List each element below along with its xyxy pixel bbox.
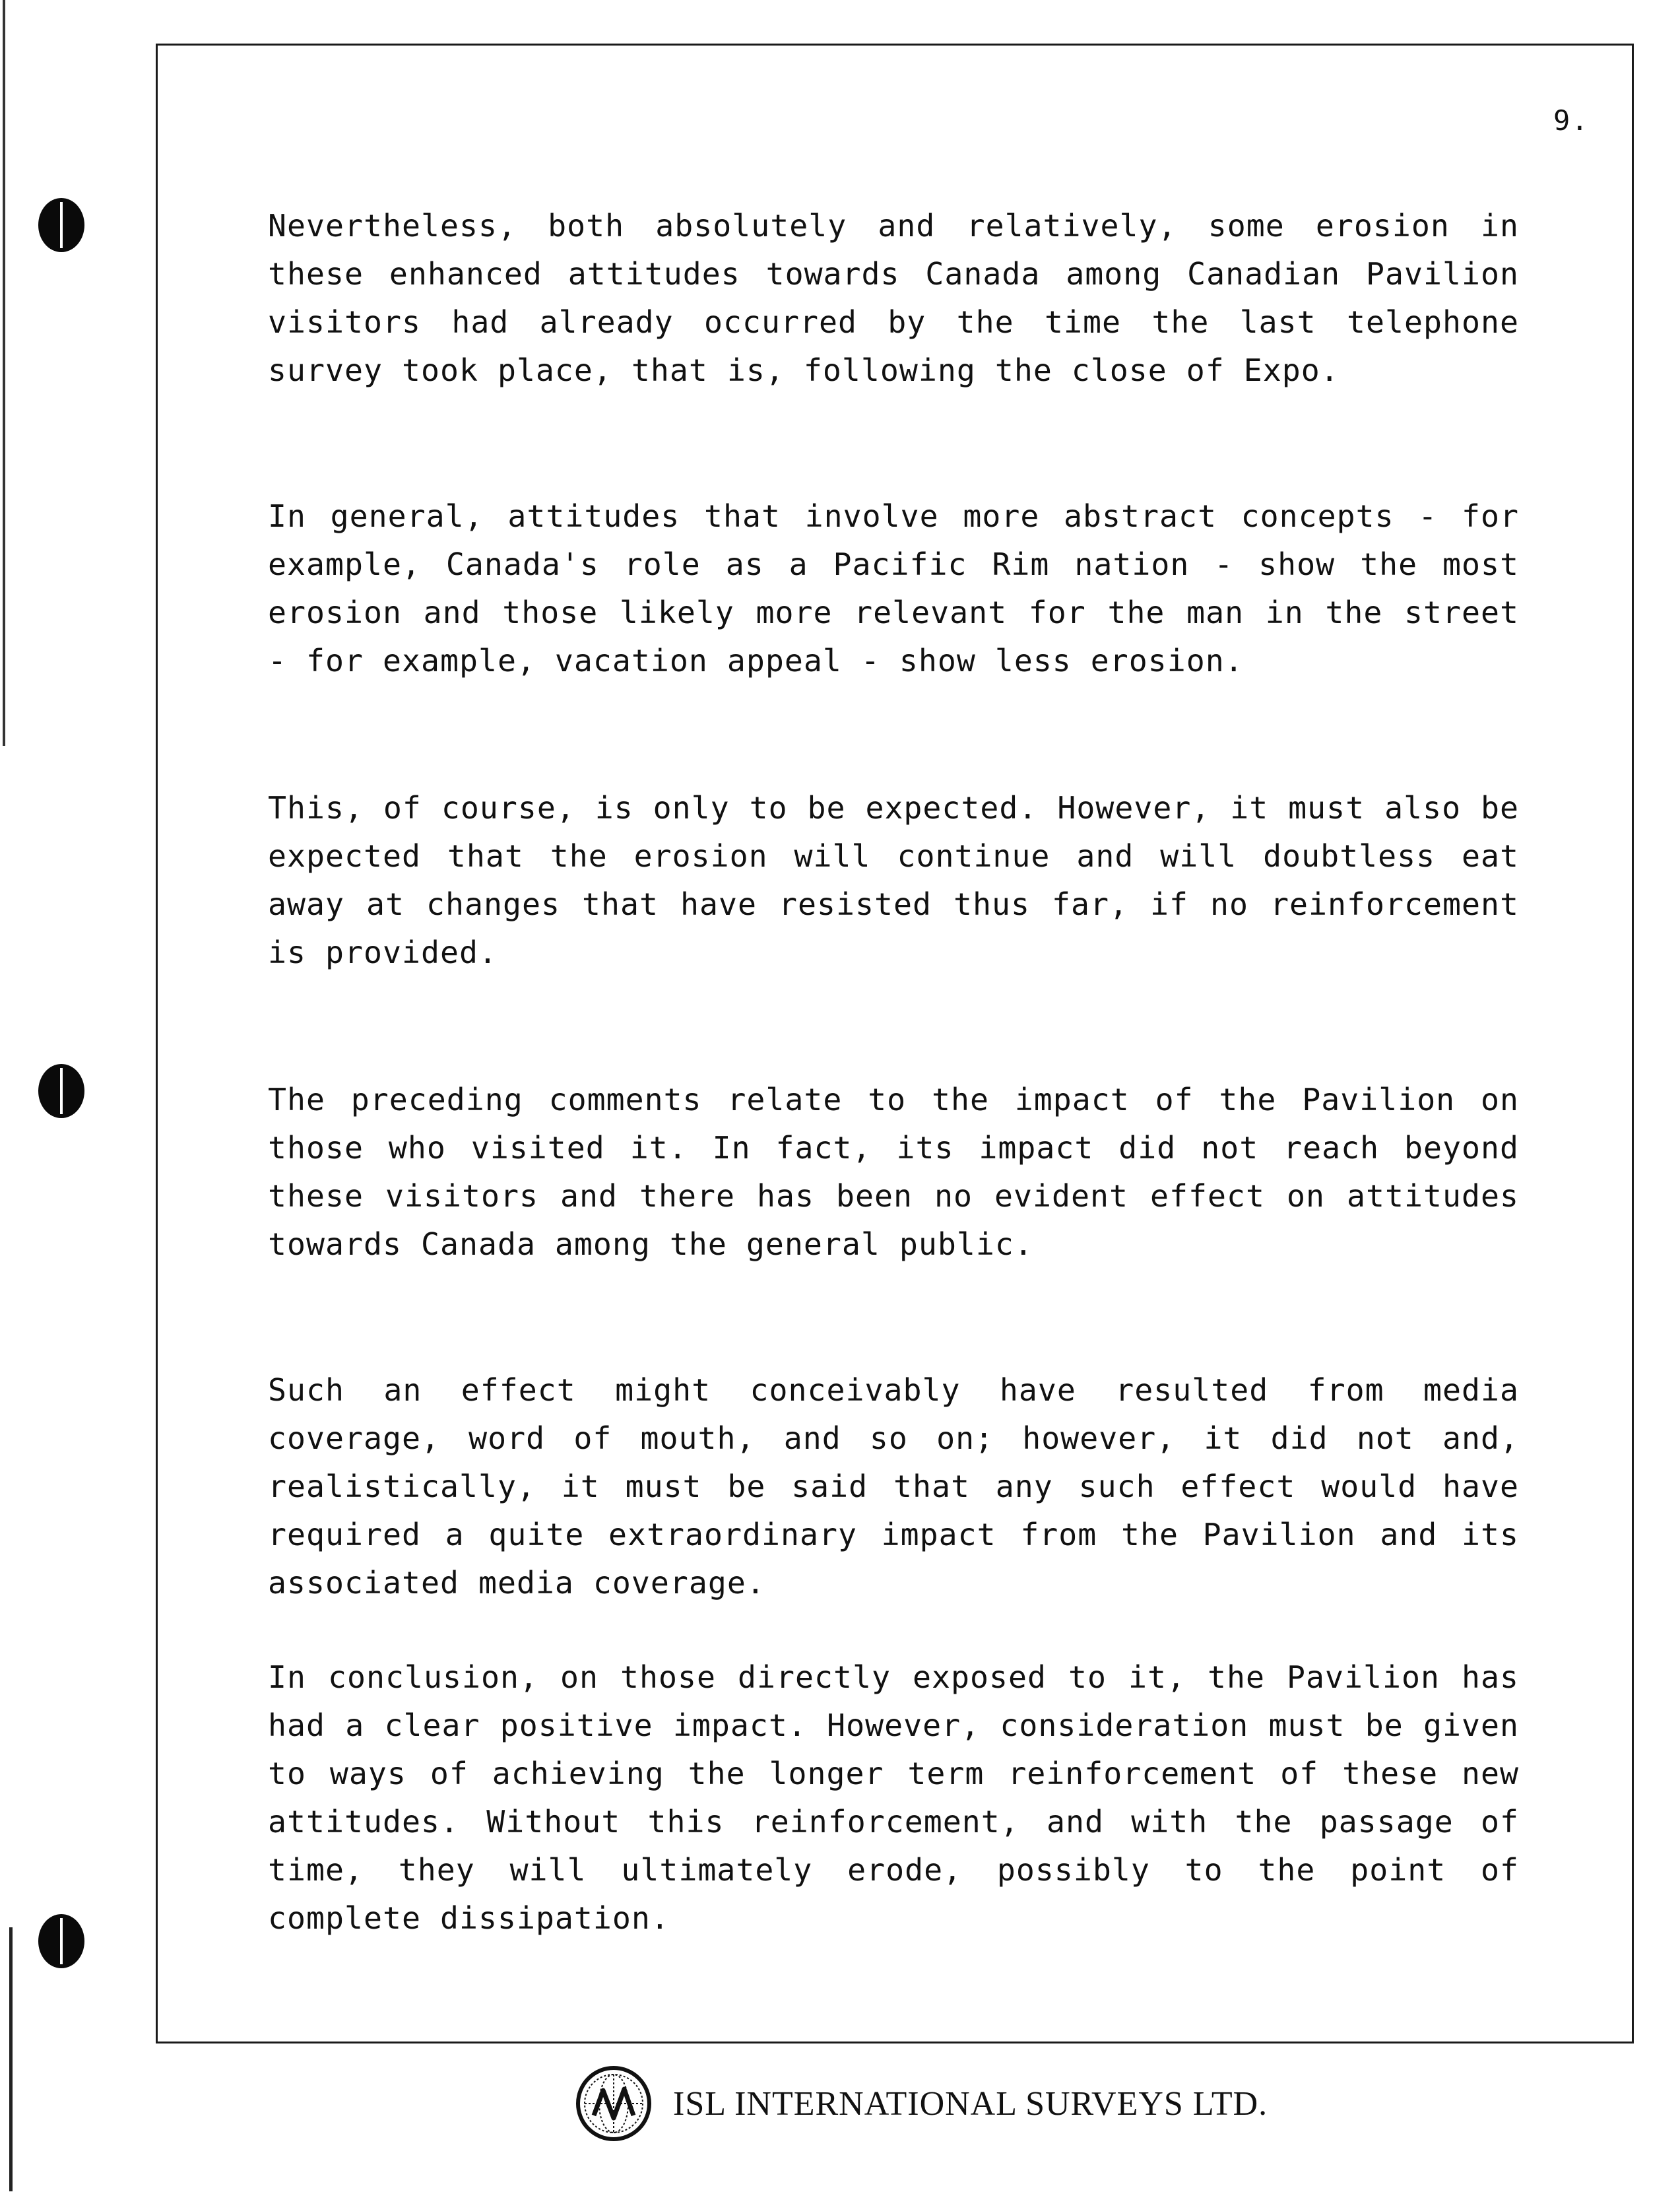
body-paragraph: Such an effect might conceivably have resulted from media coverage, word of mouth, and so on; however, it did not and, realistically, it must be said that any such effect would have required a quite extraordinary impact from the Pavilion and its associated media coverage.: [268, 1372, 1519, 1601]
body-paragraph: Nevertheless, both absolutely and relatively, some erosion in these enhanced attitudes towards Canada among Canadian Pavilion visitors had already occurred by the time the last telephone survey took place, that is, following the close of Expo.: [268, 208, 1519, 388]
isl-globe-logo-icon: [574, 2064, 653, 2143]
company-name: ISL INTERNATIONAL SURVEYS LTD.: [673, 2084, 1268, 2123]
footer: [574, 2061, 1268, 2146]
punch-hole-icon: [38, 1914, 84, 1968]
punch-hole-icon: [38, 198, 84, 252]
body-paragraph: In general, attitudes that involve more abstract concepts - for example, Canada's role as a Pacific Rim nation - show the most erosion and those likely more relevant for the man in the street - for example, vacation appeal - show less erosion.: [268, 498, 1519, 679]
binding-edge-line: [9, 1927, 13, 2191]
body-paragraph: This, of course, is only to be expected. However, it must also be expected that the erosion will continue and will doubtless eat away at changes that have resisted thus far, if no reinforcement is provided.: [268, 790, 1519, 970]
page-number: 9.: [1553, 104, 1590, 137]
body-paragraph: The preceding comments relate to the impact of the Pavilion on those who visited it. In fact, its impact did not reach beyond these visitors and there has been no evident effect on attitudes towards Canada among the general public.: [268, 1082, 1519, 1262]
binding-edge-line: [3, 0, 5, 746]
body-paragraph: In conclusion, on those directly exposed to it, the Pavilion has had a clear positive impact. However, consideration must be given to ways of achieving the longer term reinforcement of these new attitudes. Without this reinforcement, and with the passage of time, they will ultimately erode, possibly to the point of complete dissipation.: [268, 1659, 1519, 1936]
punch-hole-icon: [38, 1064, 84, 1118]
